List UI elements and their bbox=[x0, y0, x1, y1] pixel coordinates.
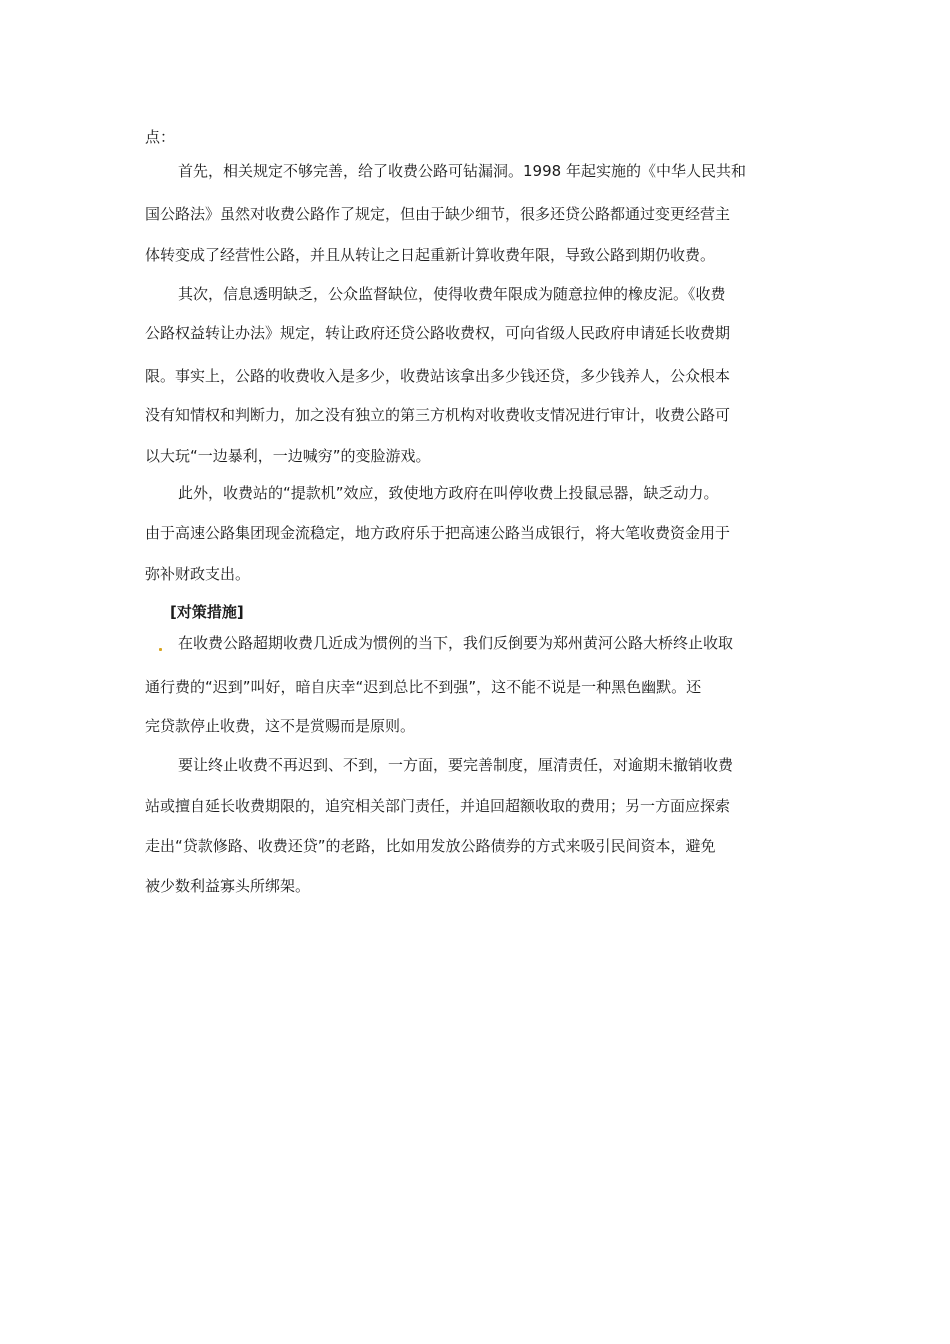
paragraph-1-line-2: 国公路法》虽然对收费公路作了规定，但由于缺少细节，很多还贷公路都通过变更经营主 bbox=[145, 205, 731, 223]
paragraph-2-line-1: 其次，信息透明缺乏，公众监督缺位，使得收费年限成为随意拉伸的橡皮泥。《收费 bbox=[178, 285, 726, 303]
paragraph-5-line-1: 要让终止收费不再迟到、不到，一方面，要完善制度，厘清责任，对逾期未撤销收费 bbox=[178, 756, 734, 774]
paragraph-5-line-4: 被少数利益寡头所绑架。 bbox=[145, 877, 311, 895]
paragraph-5-line-2: 站或擅自延长收费期限的，追究相关部门责任，并追回超额收取的费用；另一方面应探索 bbox=[145, 797, 731, 815]
section-heading: [对策措施] bbox=[170, 603, 244, 621]
decorative-dot bbox=[159, 648, 162, 651]
text-line: 点： bbox=[145, 128, 176, 146]
paragraph-3-line-1: 此外，收费站的“提款机”效应，致使地方政府在叫停收费上投鼠忌器，缺乏动力。 bbox=[178, 484, 719, 502]
paragraph-4-line-1: 在收费公路超期收费几近成为惯例的当下，我们反倒要为郑州黄河公路大桥终止收取 bbox=[178, 634, 734, 652]
paragraph-5-line-3: 走出“贷款修路、收费还贷”的老路，比如用发放公路债券的方式来吸引民间资本，避免 bbox=[145, 837, 716, 855]
paragraph-3-line-3: 弥补财政支出。 bbox=[145, 565, 251, 583]
paragraph-4-line-3: 完贷款停止收费，这不是赏赐而是原则。 bbox=[145, 717, 416, 735]
paragraph-2-line-4: 没有知情权和判断力，加之没有独立的第三方机构对收费收支情况进行审计，收费公路可 bbox=[145, 406, 731, 424]
paragraph-1-line-3: 体转变成了经营性公路，并且从转让之日起重新计算收费年限，导致公路到期仍收费。 bbox=[145, 246, 716, 264]
paragraph-2-line-2: 公路权益转让办法》规定，转让政府还贷公路收费权，可向省级人民政府申请延长收费期 bbox=[145, 324, 731, 342]
paragraph-1-line-1: 首先，相关规定不够完善，给了收费公路可钻漏洞。1998 年起实施的《中华人民共和 bbox=[178, 162, 746, 180]
paragraph-3-line-2: 由于高速公路集团现金流稳定，地方政府乐于把高速公路当成银行，将大笔收费资金用于 bbox=[145, 524, 731, 542]
paragraph-4-line-2: 通行费的“迟到”叫好，暗自庆幸“迟到总比不到强”，这不能不说是一种黑色幽默。还 bbox=[145, 678, 702, 696]
paragraph-2-line-3: 限。事实上，公路的收费收入是多少，收费站该拿出多少钱还贷，多少钱养人，公众根本 bbox=[145, 367, 731, 385]
paragraph-2-line-5: 以大玩“一边暴利，一边喊穷”的变脸游戏。 bbox=[145, 447, 431, 465]
